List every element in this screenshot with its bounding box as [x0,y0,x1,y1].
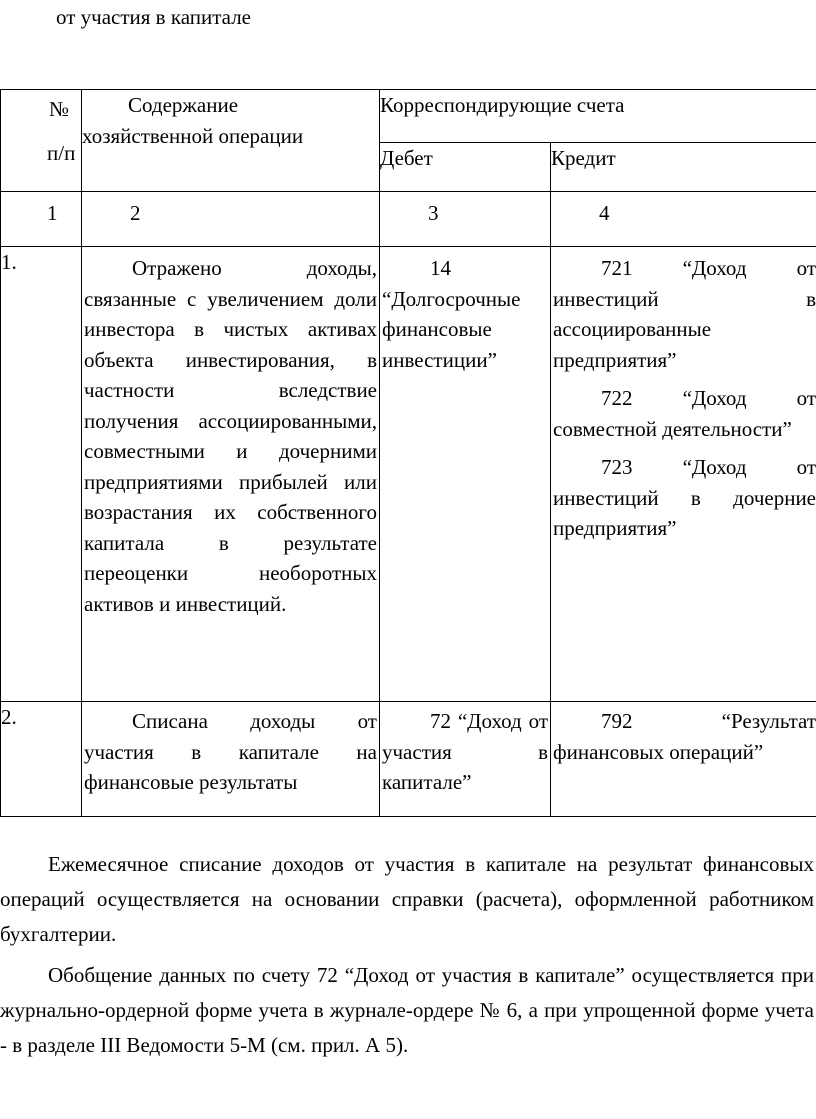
credit-account-722: 722 “Доход от совместной деятельности” [553,386,816,441]
column-index-1: 1 [1,192,82,247]
table-header-row [1,90,816,143]
operation-content: Списана доходы от участия в капитале на финансовые результаты [82,702,380,817]
header-content-line2: хозяйственной операции [82,123,304,148]
credit-account: 792 “Результат финансовых операций” [551,702,816,817]
header-number-pp: п/п [47,141,76,165]
credit-accounts [551,247,816,702]
header-content [82,90,380,192]
paragraph-monthly-writeoff: Ежемесячное списание доходов от участия в капитале на результат финансовых операций осуществляется на основании справки (расчета), оформленной работником бухгалтерии. [0,852,814,946]
column-index-3: 3 [380,192,551,247]
header-credit: Кредит [551,143,816,192]
debit-account: 72 “Доход от участия в капитале” [380,702,551,817]
credit-account-721: 721 “Доход от инвестиций в ассоциированные предприятия” [553,256,816,372]
continuation-line: от участия в капитале [56,5,251,29]
header-number-sign: № [49,97,70,121]
column-index-4: 4 [551,192,816,247]
credit-account-723: 723 “Доход от инвестиций в дочерние предприятия” [553,455,816,540]
paragraph-account-72-summary: Обобщение данных по счету 72 “Доход от участия в капитале” осуществляется при журнально-ордерной форме учета в журнале-ордере № 6, а при упрощенной форме учета - в разделе III Ведомости 5-М (см. прил. А 5). [0,963,814,1057]
header-debit: Дебет [380,143,551,192]
operations-table [0,89,816,817]
operation-content: Отражено доходы, связанные с увеличением доли инвестора в чистых активах объекта инвестирования, в частности вследствие получения ассоциированными, совместными и дочерними предприятиями прибылей или возрастания их собственного капитала в результате переоценки необоротных активов и инвестиций. [82,247,380,702]
row-number: 2. [1,702,82,817]
header-corresponding-accounts: Корреспондирующие счета [380,90,816,143]
row-number: 1. [1,247,82,702]
table-row [1,702,816,817]
table-row [1,247,816,702]
column-index-row [1,192,816,247]
column-index-2: 2 [82,192,380,247]
debit-account: 14 “Долгосрочные финансовые инвестиции” [380,247,551,702]
header-number [1,90,82,192]
header-content-line1: Содержание [128,93,239,117]
